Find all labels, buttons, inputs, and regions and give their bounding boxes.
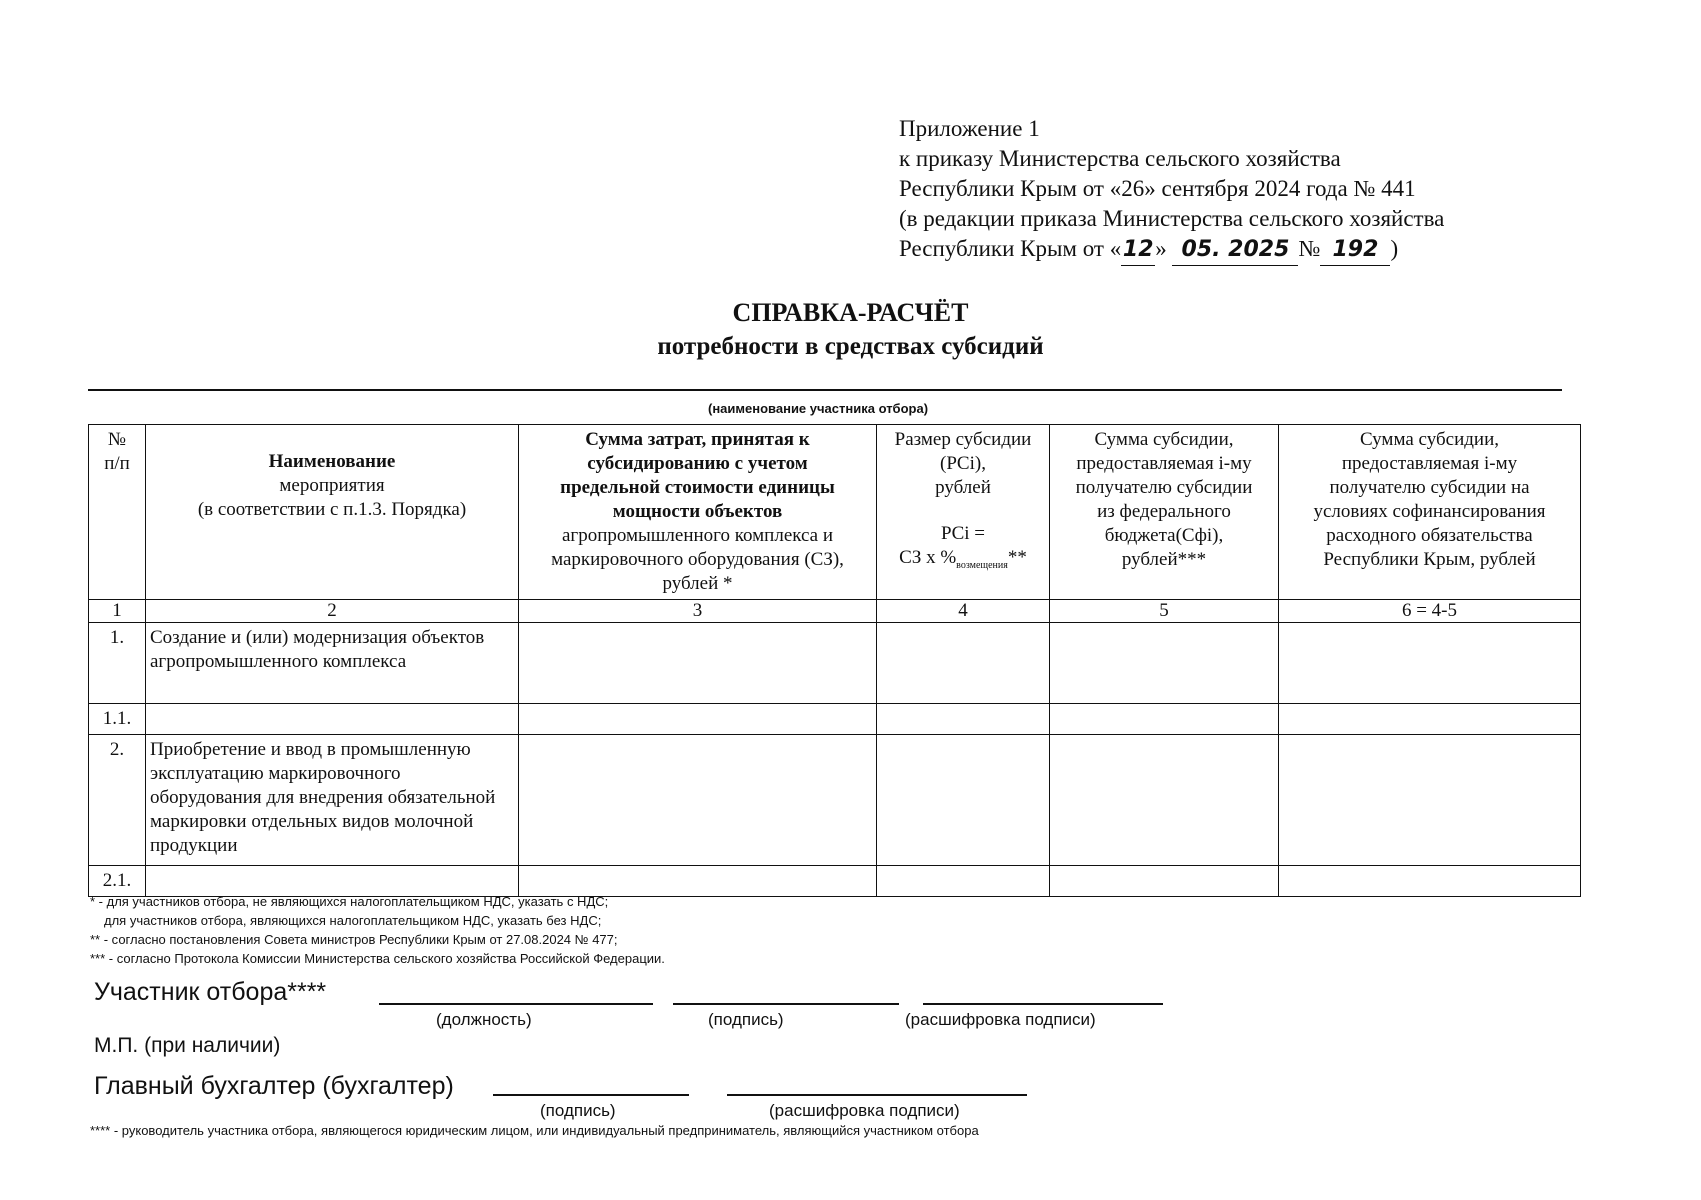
row-event-name [146,704,519,735]
empty-cell [877,704,1050,735]
empty-cell [519,735,877,866]
header-text: получателю субсидии [1075,477,1253,498]
footnote-3: *** - согласно Протокола Комиссии Министерства сельского хозяйства Российской Федерации. [90,951,665,966]
accountant-decode-caption: (расшифровка подписи) [769,1101,960,1120]
appendix-line-5-no: № [1298,236,1321,261]
header-text: № [107,429,127,450]
empty-cell [1279,623,1581,704]
table-row [89,735,1581,866]
header-text: субсидированию с учетом [587,453,808,474]
header-regional-subsidy [1279,425,1581,600]
header-text: рублей [935,477,991,498]
column-number: 5 [1050,600,1279,623]
row-number: 2.1. [89,866,146,897]
appendix-line-5-quote: » [1155,236,1167,261]
handwritten-number: 192 [1320,235,1390,266]
header-text: Размер субсидии [894,429,1032,450]
header-text: предельной стоимости единицы [560,477,835,498]
header-text: Сумма субсидии, [1094,429,1234,450]
empty-cell [1279,735,1581,866]
header-text: мощности объектов [612,501,783,522]
handwritten-day: 12 [1121,235,1155,266]
header-cost-amount [519,425,877,600]
appendix-line-5 [899,234,1444,266]
header-text: условиях софинансирования [1313,501,1546,522]
header-subsidy-size [877,425,1050,600]
footnote-1a: * - для участников отбора, не являющихся налогоплательщиком НДС, указать с НДС; [90,894,609,909]
decode-caption: (расшифровка подписи) [905,1010,1096,1029]
row-event-name: Приобретение и ввод в промышленную эксплуатацию маркировочного оборудования для внедрения обязательной маркировки отдельных видов молочной продукции [146,735,519,866]
empty-cell [1050,735,1279,866]
appendix-header [899,114,1444,266]
header-text: (в соответствии с п.1.3. Порядка) [197,499,467,520]
empty-cell [877,866,1050,897]
table-header-row [89,425,1581,600]
table-row [89,704,1581,735]
accountant-decode-line [727,1094,1027,1096]
empty-cell [1050,704,1279,735]
accountant-signature-line [493,1094,689,1096]
appendix-line-2: к приказу Министерства сельского хозяйства [899,146,1341,171]
empty-cell [519,704,877,735]
handwritten-date: 05. 2025 [1172,235,1298,266]
empty-cell [519,623,877,704]
accountant-label: Главный бухгалтер (бухгалтер) [94,1072,454,1100]
column-number: 4 [877,600,1050,623]
footnote-1b: для участников отбора, являющихся налогоплательщиком НДС, указать без НДС; [104,913,602,928]
column-number-row [89,600,1581,623]
footnotes [90,892,665,968]
position-line [379,1003,653,1005]
row-number: 1.1. [89,704,146,735]
header-text: Наименование [268,451,396,472]
header-text: (PCi), [940,453,986,474]
empty-cell [877,735,1050,866]
row-number: 1. [89,623,146,704]
header-text: Республики Крым, рублей [1323,549,1536,570]
header-text: предоставляемая i-му [1076,453,1252,474]
header-text: п/п [104,453,130,474]
calculation-table [88,424,1581,897]
header-text: мероприятия [279,475,385,496]
signature-line [673,1003,899,1005]
header-federal-subsidy [1050,425,1279,600]
formula-suffix: ** [1007,547,1027,568]
header-text: маркировочного оборудования (СЗ), [551,549,844,570]
column-number: 6 = 4-5 [1279,600,1581,623]
column-number: 3 [519,600,877,623]
row-number: 2. [89,735,146,866]
document-title: СПРАВКА-РАСЧЁТ [732,298,969,327]
accountant-signature-caption: (подпись) [540,1101,616,1120]
header-text: Сумма субсидии, [1359,429,1499,450]
participant-name-line [88,389,1562,391]
column-number: 2 [146,600,519,623]
footnote-4: **** - руководитель участника отбора, являющегося юридическим лицом, или индивидуальный предприниматель, являющийся участником отбора [90,1123,979,1138]
column-number: 1 [89,600,146,623]
appendix-line-3: Республики Крым от «26» сентября 2024 года № 441 [899,176,1416,201]
header-text: бюджета(Сфi), [1104,525,1224,546]
formula-main: СЗ х % [899,547,957,568]
header-text: PCi = [941,523,985,544]
signature-caption: (подпись) [708,1010,784,1029]
row-event-name: Создание и (или) модернизация объектов агропромышленного комплекса [146,623,519,704]
empty-cell [877,623,1050,704]
formula-subscript: возмещения [956,559,1008,571]
header-text: рублей*** [1121,549,1207,570]
decode-line [923,1003,1163,1005]
appendix-line-4: (в редакции приказа Министерства сельского хозяйства [899,206,1445,231]
document-subtitle: потребности в средствах субсидий [657,333,1044,360]
stamp-label: М.П. (при наличии) [94,1034,281,1057]
footnote-2: ** - согласно постановления Совета министров Республики Крым от 27.08.2024 № 477; [90,932,618,947]
header-text: расходного обязательства [1326,525,1533,546]
header-text: агропромышленного комплекса и [561,525,834,546]
header-event-name [146,425,519,600]
empty-cell [1279,704,1581,735]
empty-cell [1279,866,1581,897]
header-text: получателю субсидии на [1329,477,1530,498]
position-caption: (должность) [436,1010,532,1029]
participant-name-caption: (наименование участника отбора) [708,401,929,416]
empty-cell [1050,623,1279,704]
header-text: из федерального [1097,501,1231,522]
empty-cell [1050,866,1279,897]
appendix-line-5-prefix: Республики Крым от « [899,236,1122,261]
header-text: предоставляемая i-му [1341,453,1518,474]
subsidy-formula [881,546,1045,578]
participant-label: Участник отбора**** [94,978,327,1006]
table-row [89,623,1581,704]
header-text: рублей * [662,573,733,594]
header-text: Сумма затрат, принятая к [585,429,810,450]
header-number [89,425,146,600]
appendix-line-5-end: ) [1390,236,1399,261]
appendix-line-1: Приложение 1 [899,116,1040,141]
